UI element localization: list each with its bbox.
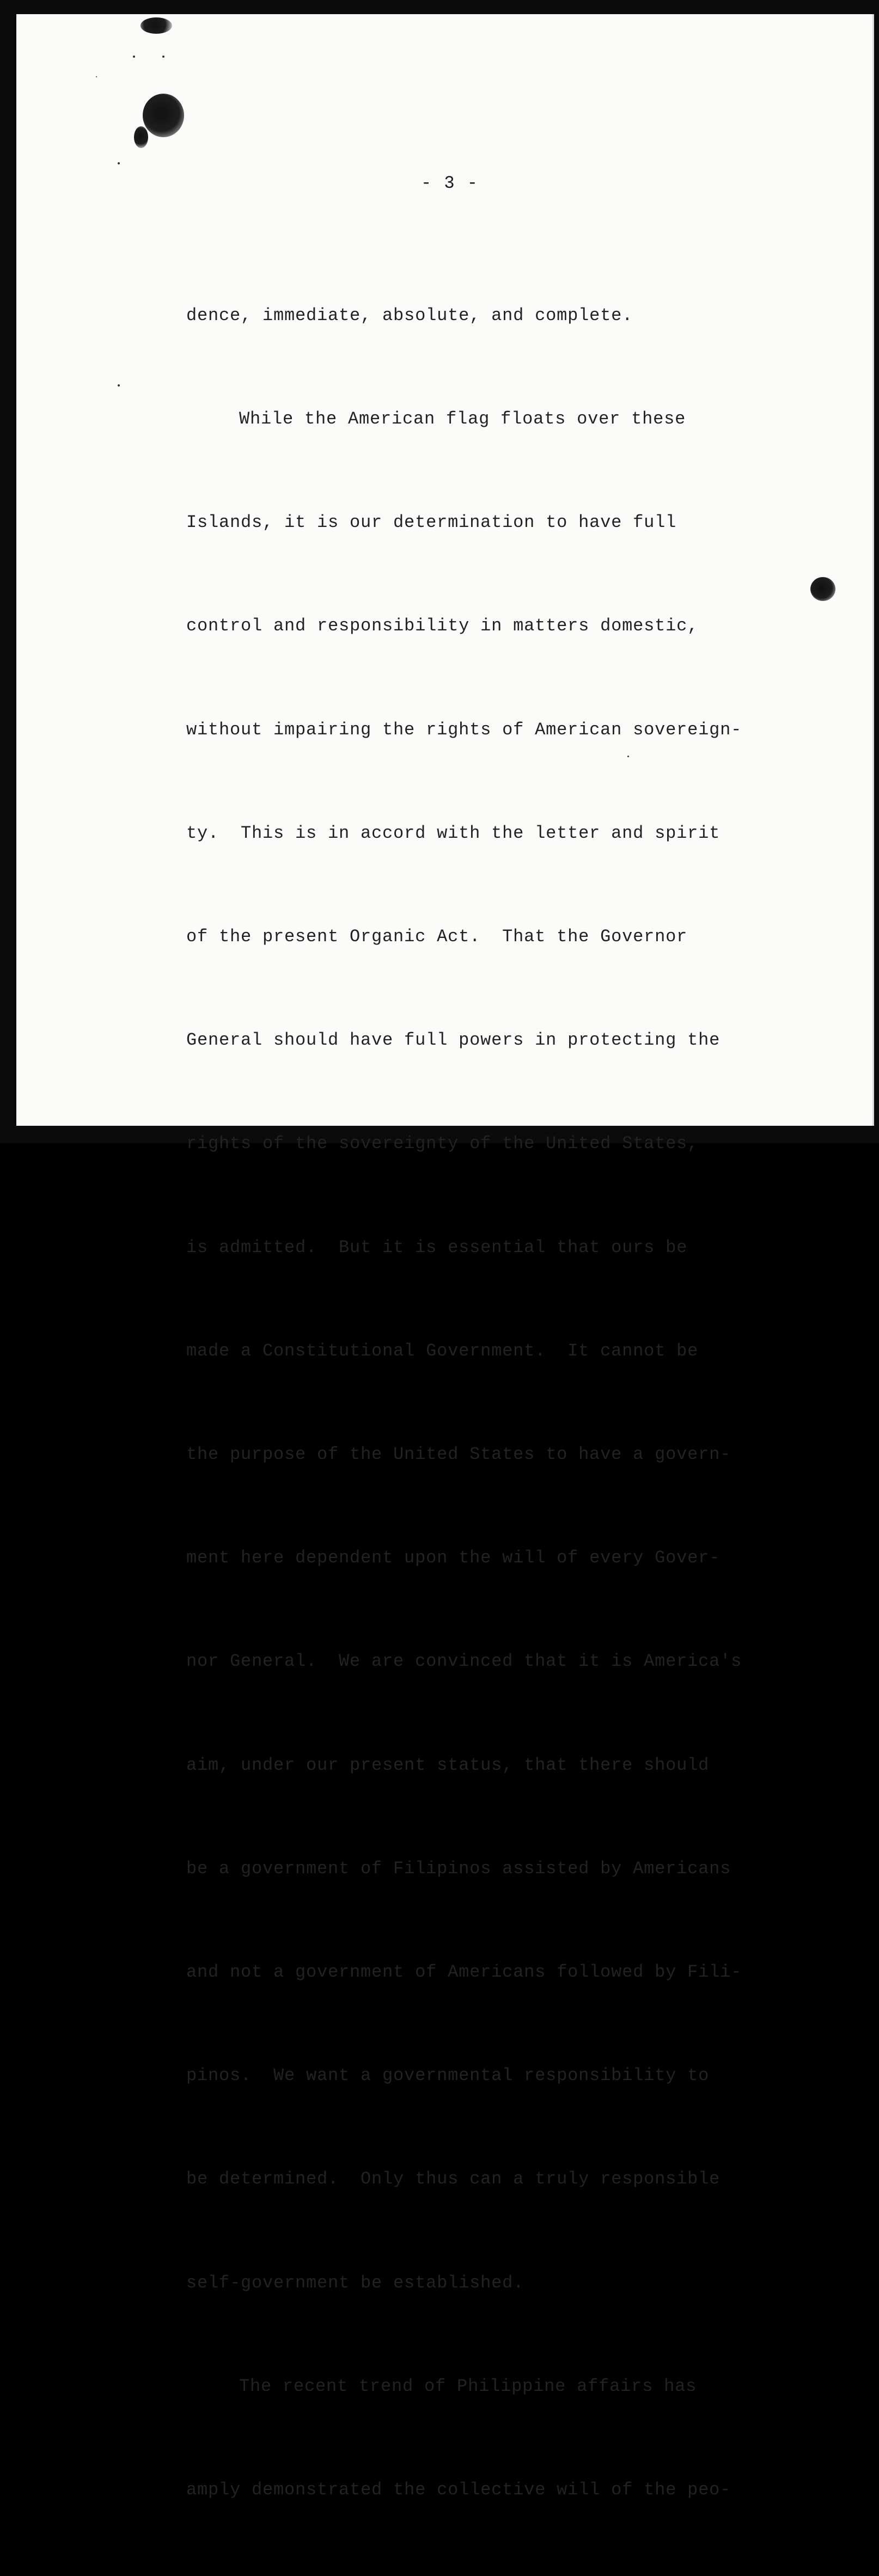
- text-line: is admitted. But it is essential that ours be: [186, 1237, 688, 1258]
- text-line: pinos. We want a governmental responsibility to: [186, 2065, 710, 2086]
- speck-1: [162, 56, 164, 58]
- ink-blot-large: [143, 94, 184, 137]
- typewritten-page: [16, 14, 874, 2500]
- text-line: be a government of Filipinos assisted by Americans: [186, 1858, 731, 1879]
- text-line: without impairing the rights of American sovereign-: [186, 719, 742, 740]
- speck-5: [96, 76, 97, 77]
- text-line: ty. This is in accord with the letter and spirit: [186, 823, 721, 843]
- ink-blot-small-left: [134, 126, 148, 148]
- text-line: rights of the sovereignty of the United States,: [186, 1133, 699, 1154]
- text-line: nor General. We are convinced that it is America's: [186, 1651, 742, 1672]
- page-number: - 3 -: [420, 173, 479, 193]
- speck-2: [133, 56, 135, 58]
- text-line: self-government be established.: [186, 2272, 524, 2293]
- speck-3: [118, 162, 120, 164]
- body-text: [186, 229, 758, 2576]
- text-line: control and responsibility in matters domestic,: [186, 616, 699, 636]
- text-line: amply demonstrated the collective will of the peo-: [186, 2480, 731, 2500]
- text-line: Islands, it is our determination to have full: [186, 512, 677, 533]
- text-line: aim, under our present status, that there should: [186, 1755, 710, 1775]
- text-line: The recent trend of Philippine affairs has: [239, 2376, 697, 2396]
- text-line: While the American flag floats over these: [239, 409, 686, 430]
- text-line: of the present Organic Act. That the Governor: [186, 927, 688, 947]
- text-line: be determined. Only thus can a truly responsible: [186, 2169, 721, 2189]
- ink-blot-right: [810, 577, 835, 601]
- text-line: the purpose of the United States to have a govern-: [186, 1444, 731, 1465]
- text-line: General should have full powers in protecting the: [186, 1030, 721, 1051]
- text-line: ment here dependent upon the will of every Gover-: [186, 1548, 721, 1568]
- text-line: and not a government of Americans followed by Fili-: [186, 1962, 742, 1983]
- text-line: dence, immediate, absolute, and complete.: [186, 305, 633, 326]
- speck-4: [118, 384, 120, 387]
- ink-blot-top: [141, 17, 172, 34]
- text-line: made a Constitutional Government. It cannot be: [186, 1340, 699, 1361]
